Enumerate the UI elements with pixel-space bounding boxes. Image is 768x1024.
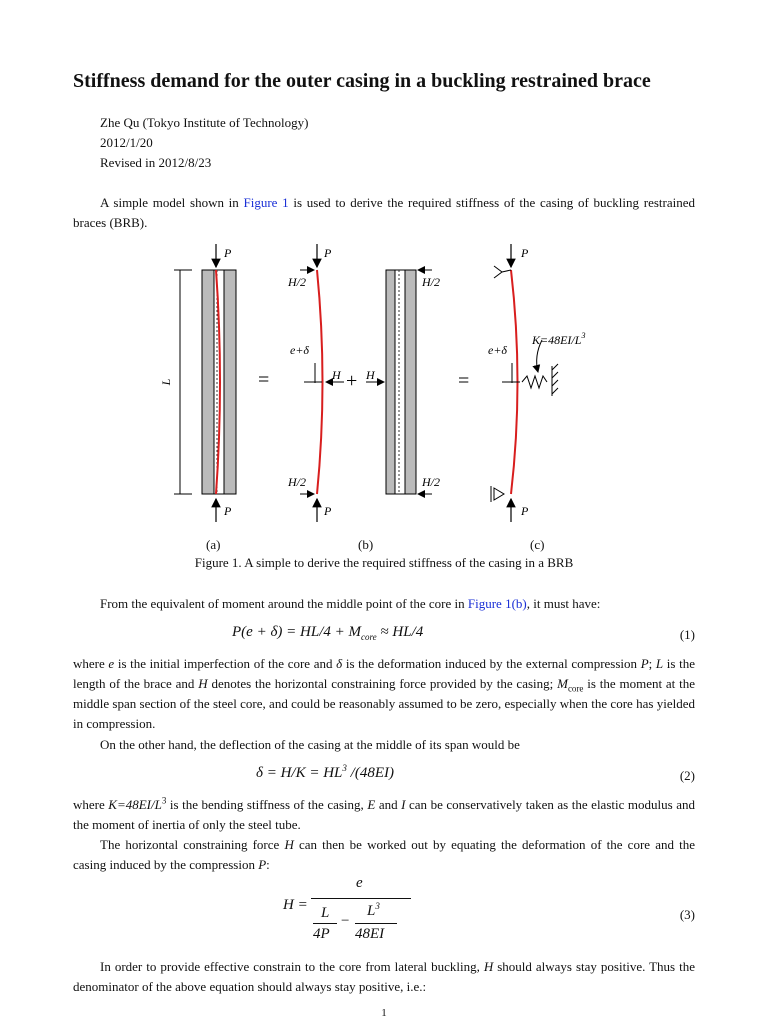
paragraph-positivity: In order to provide effective constrain to the core from lateral buckling, H should always stay positive. Thus the denominator of the above equation should always stay positive, i.e.:: [73, 959, 695, 994]
svg-text:=: =: [258, 369, 270, 391]
svg-text:H: H: [366, 368, 375, 382]
svg-text:P: P: [224, 246, 232, 260]
revised-date: Revised in 2012/8/23: [100, 155, 212, 170]
date: 2012/1/20: [100, 135, 153, 150]
equation-2: $\delta = H/K = HL^3$ /(48EI): [256, 763, 394, 781]
equation-3: H = e L − $L^3$ 4P 48EI: [283, 875, 403, 945]
paragraph-constraining-force: The horizontal constraining force H can then be worked out by equating the deformation of the core and the casing induced by the compression P:: [73, 837, 695, 872]
pin-support-bottom: [494, 488, 504, 500]
svg-text:e+δ: e+δ: [488, 343, 508, 357]
panel-label-a: (a): [206, 537, 221, 552]
page-number: 1: [381, 1007, 387, 1019]
panel-b: [287, 244, 469, 522]
equation-3-number: (3): [679, 907, 695, 922]
panel-label-b: (b): [358, 537, 374, 552]
length-label: L: [159, 378, 173, 386]
page-title: Stiffness demand for the outer casing in a buckling restrained brace: [73, 70, 651, 92]
svg-text:H: H: [332, 368, 341, 382]
roller-support-top: [494, 266, 502, 278]
figure-1-diagram: [150, 240, 620, 525]
paragraph-stiffness: where $K=48EI/L^3$ is the bending stiffness of the casing, E and I can be conservatively taken as the elastic modulus and the moment of inertia of only the steel tube.: [73, 795, 695, 832]
paragraph-definitions: where e is the initial imperfection of the core and δ is the deformation induced by the external compression P; L is the length of the brace and H denotes the horizontal constraining force provided by the casing; $M_{core}$ is the moment at the middle span section of the steel core, and could be reasonably assumed to be zero, especially when the core has yielded in compression.: [73, 656, 695, 731]
equation-1: $P(e + \delta) = HL/4 + M_{core} \approx HL/4$: [232, 624, 424, 642]
figure-1-link[interactable]: Figure 1: [243, 195, 289, 210]
svg-text:H/2: H/2: [288, 275, 306, 289]
svg-text:K=48EI/L3: $K=48EI/L^3$: [532, 331, 586, 347]
svg-text:H/2: H/2: [288, 475, 306, 489]
svg-text:=: =: [458, 370, 470, 392]
equation-1-number: (1): [679, 627, 695, 642]
spring-symbol: [522, 376, 547, 388]
svg-text:P: P: [324, 504, 332, 518]
svg-text:H/2: H/2: [422, 275, 440, 289]
intro-paragraph: A simple model shown in Figure 1 is used to derive the required stiffness of the casing of buckling restrained braces (BRB).: [73, 195, 695, 230]
figure-caption: Figure 1. A simple to derive the required stiffness of the casing in a BRB: [194, 555, 574, 570]
panel-c: [488, 244, 585, 522]
svg-text:P: P: [324, 246, 332, 260]
svg-text:+: +: [346, 370, 358, 392]
panel-a: [159, 244, 269, 522]
svg-text:P: P: [224, 504, 232, 518]
svg-text:P: P: [521, 504, 529, 518]
author: Zhe Qu (Tokyo Institute of Technology): [100, 115, 309, 130]
panel-label-c: (c): [530, 537, 545, 552]
figure-1b-link[interactable]: Figure 1(b): [467, 596, 527, 611]
equation-2-number: (2): [679, 768, 695, 783]
paragraph-moment: From the equivalent of moment around the middle point of the core in Figure 1(b), it must have:: [100, 596, 601, 611]
svg-text:H/2: H/2: [422, 475, 440, 489]
svg-text:P: P: [521, 246, 529, 260]
svg-text:e+δ: e+δ: [290, 343, 310, 357]
paragraph-deflection: On the other hand, the deflection of the casing at the middle of its span would be: [100, 737, 520, 752]
